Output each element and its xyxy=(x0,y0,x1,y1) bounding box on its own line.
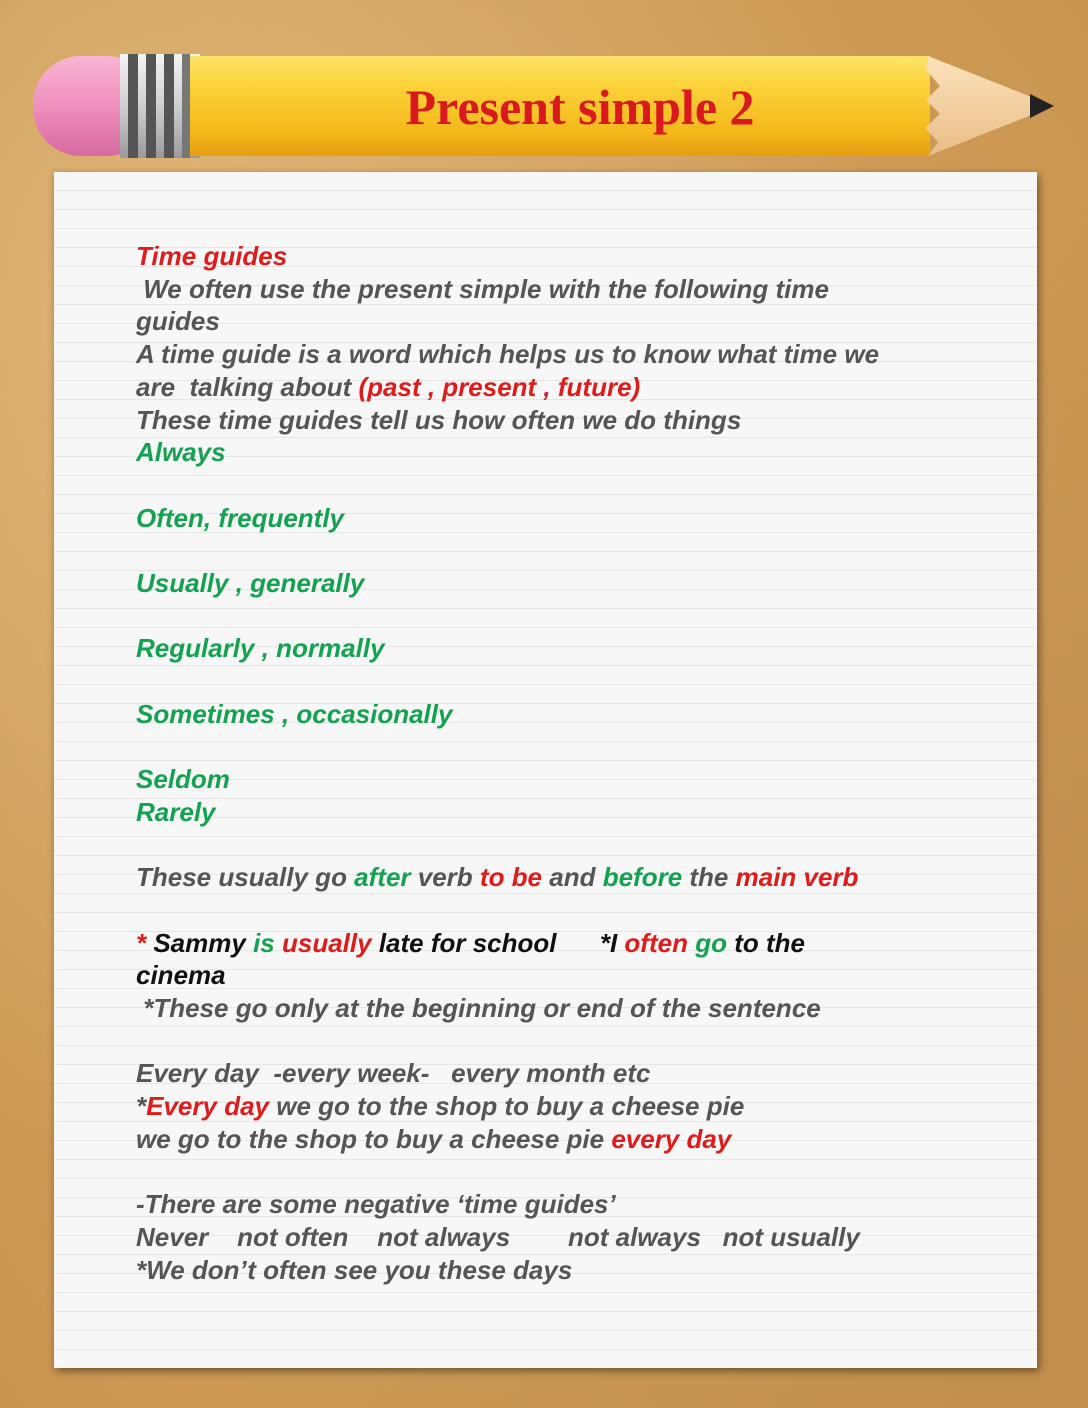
text-segment: the xyxy=(682,862,736,893)
text-segment: These usually go xyxy=(136,862,355,893)
text-segment: Every day xyxy=(146,1091,269,1122)
text-line xyxy=(136,763,976,796)
text-line xyxy=(136,338,976,371)
document-body xyxy=(136,240,976,1286)
text-segment: we go to the shop to buy a cheese pie xyxy=(269,1091,745,1122)
blank-line xyxy=(136,1025,976,1058)
text-segment: and xyxy=(542,862,603,893)
blank-line xyxy=(136,600,976,633)
text-line xyxy=(136,1123,976,1156)
blank-line xyxy=(136,730,976,763)
text-segment: guides xyxy=(136,306,220,337)
text-segment: * xyxy=(136,927,154,958)
text-line xyxy=(136,305,976,338)
text-segment: *These go only at the beginning or end of the sentence xyxy=(136,993,821,1024)
text-segment: Often, frequently xyxy=(136,502,345,533)
text-line xyxy=(136,796,976,829)
text-segment: to the xyxy=(726,927,805,958)
blank-line xyxy=(136,894,976,927)
blank-line xyxy=(136,1156,976,1189)
text-line xyxy=(136,861,976,894)
text-line xyxy=(136,698,976,731)
text-segment: We often use the present simple with the following time xyxy=(136,273,829,304)
text-segment: cinema xyxy=(136,960,226,991)
blank-line xyxy=(136,469,976,502)
text-segment: Never not often not always not always not usually xyxy=(136,1221,860,1252)
text-segment: Time guides xyxy=(136,241,288,271)
text-segment: are talking about xyxy=(136,371,359,402)
text-segment: Sammy xyxy=(153,927,254,958)
text-line xyxy=(136,567,976,600)
blank-line xyxy=(136,534,976,567)
text-segment: every day xyxy=(611,1123,732,1154)
text-segment: often xyxy=(624,927,688,958)
blank-line xyxy=(136,829,976,862)
text-line xyxy=(136,1188,976,1221)
text-segment: Regularly , normally xyxy=(136,633,385,664)
text-line xyxy=(136,959,976,992)
text-line xyxy=(136,992,976,1025)
text-segment: Usually , generally xyxy=(136,568,365,598)
text-line xyxy=(136,1090,976,1123)
text-line xyxy=(136,1221,976,1254)
text-line xyxy=(136,371,976,404)
text-segment: These time guides tell us how often we do things xyxy=(136,404,742,435)
text-line xyxy=(136,273,976,306)
blank-line xyxy=(136,665,976,698)
text-segment: is xyxy=(253,927,275,958)
text-segment: Always xyxy=(136,437,226,468)
text-segment: * xyxy=(136,1091,147,1122)
page-title: Present simple 2 xyxy=(405,79,755,135)
text-line xyxy=(136,632,976,665)
text-line xyxy=(136,436,976,469)
text-segment: main verb xyxy=(735,862,859,893)
text-segment: we go to the shop to buy a cheese pie xyxy=(136,1123,612,1154)
text-segment: (past , present , future) xyxy=(358,371,641,402)
text-segment: A time guide is a word which helps us to know what time we xyxy=(136,339,880,370)
text-segment: -There are some negative ‘time guides’ xyxy=(136,1189,616,1220)
text-line xyxy=(136,1254,976,1287)
text-line xyxy=(136,1057,976,1090)
text-segment: *We don’t often see you these days xyxy=(136,1254,573,1285)
text-line xyxy=(136,240,976,273)
text-segment: verb xyxy=(410,862,480,893)
text-line xyxy=(136,404,976,437)
text-segment xyxy=(275,928,282,958)
text-segment: before xyxy=(602,862,683,893)
text-segment: Seldom xyxy=(136,764,230,795)
text-line xyxy=(136,927,976,960)
text-segment: Every day -every week- every month etc xyxy=(136,1058,651,1089)
text-segment: Sometimes , occasionally xyxy=(136,698,453,729)
text-segment: to be xyxy=(479,862,543,893)
text-segment: usually xyxy=(282,927,372,958)
text-segment: after xyxy=(354,862,411,893)
text-segment: go xyxy=(695,927,727,958)
text-line xyxy=(136,502,976,535)
text-segment: Rarely xyxy=(136,796,216,827)
text-segment: late for school *I xyxy=(371,927,625,958)
